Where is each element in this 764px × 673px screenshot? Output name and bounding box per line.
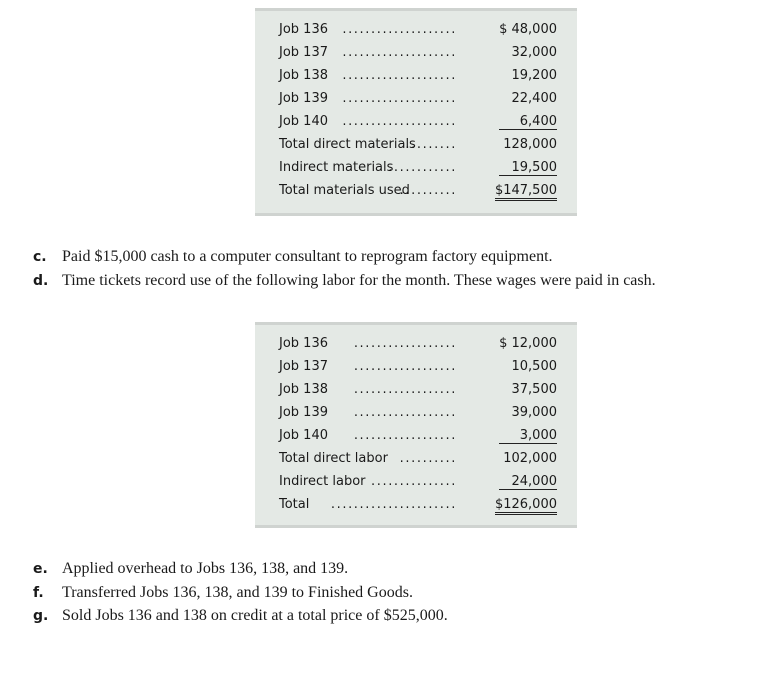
item-text: Paid $15,000 cash to a computer consultant to reprogram factory equipment.: [62, 248, 553, 265]
row-value: 6,400: [499, 114, 557, 130]
leader-dots: ..........: [399, 183, 457, 198]
row-label: Total direct materials: [279, 137, 416, 152]
item-f: [33, 584, 413, 602]
item-d: [33, 272, 656, 290]
item-e: [33, 560, 348, 578]
item-letter: e.: [33, 561, 48, 577]
leader-dots: .........: [405, 137, 457, 152]
row-value: 10,500: [511, 359, 557, 374]
leader-dots: ......................: [330, 497, 457, 512]
item-letter: c.: [33, 249, 47, 265]
table-row: [279, 158, 557, 180]
leader-dots: ....................: [342, 22, 457, 37]
table-row: [279, 334, 557, 356]
leader-dots: ....................: [342, 114, 457, 129]
table-row: [279, 135, 557, 157]
row-label: Indirect materials: [279, 160, 394, 175]
item-text: Transferred Jobs 136, 138, and 139 to Finished Goods.: [62, 584, 413, 601]
table-row: [279, 43, 557, 65]
table-row: [279, 357, 557, 379]
leader-dots: ....................: [342, 91, 457, 106]
row-label: Total: [279, 497, 310, 512]
item-text: Time tickets record use of the following labor for the month. These wages were paid in cash.: [62, 272, 656, 289]
leader-dots: ....................: [342, 45, 457, 60]
leader-dots: ..........: [399, 451, 457, 466]
table-row: [279, 495, 557, 517]
row-label: Job 140: [279, 114, 328, 129]
leader-dots: ..................: [353, 336, 457, 351]
row-label: Job 137: [279, 359, 328, 374]
row-label: Job 140: [279, 428, 328, 443]
leader-dots: ............: [388, 160, 457, 175]
leader-dots: ..................: [353, 428, 457, 443]
row-label: Total direct labor: [279, 451, 388, 466]
table-row: [279, 20, 557, 42]
row-value: $ 48,000: [499, 22, 557, 37]
row-value: 102,000: [503, 451, 557, 466]
item-letter: d.: [33, 273, 49, 289]
table-row: [279, 181, 557, 203]
row-value: 37,500: [511, 382, 557, 397]
row-value: 24,000: [499, 474, 557, 490]
item-c: [33, 248, 553, 266]
row-value: 39,000: [511, 405, 557, 420]
materials-table: [255, 8, 577, 216]
row-value: $126,000: [495, 497, 557, 515]
table-row: [279, 89, 557, 111]
row-value: 22,400: [511, 91, 557, 106]
leader-dots: ...............: [371, 474, 457, 489]
item-text: Sold Jobs 136 and 138 on credit at a total price of $525,000.: [62, 607, 448, 624]
table-row: [279, 380, 557, 402]
table-row: [279, 426, 557, 448]
labor-table: [255, 322, 577, 528]
leader-dots: ....................: [342, 68, 457, 83]
leader-dots: ..................: [353, 359, 457, 374]
row-value: $ 12,000: [499, 336, 557, 351]
row-label: Job 136: [279, 22, 328, 37]
item-letter: f.: [33, 585, 44, 601]
leader-dots: ..................: [353, 382, 457, 397]
row-label: Total materials used: [279, 183, 410, 198]
row-value: 128,000: [503, 137, 557, 152]
table-row: [279, 449, 557, 471]
table-row: [279, 112, 557, 134]
item-letter: g.: [33, 608, 49, 624]
row-label: Job 139: [279, 405, 328, 420]
leader-dots: ..................: [353, 405, 457, 420]
row-label: Job 137: [279, 45, 328, 60]
item-g: [33, 607, 448, 625]
table-row: [279, 472, 557, 494]
item-text: Applied overhead to Jobs 136, 138, and 139.: [62, 560, 349, 577]
row-value: 32,000: [511, 45, 557, 60]
row-label: Job 138: [279, 68, 328, 83]
row-label: Indirect labor: [279, 474, 366, 489]
row-value: 19,200: [511, 68, 557, 83]
row-value: 19,500: [499, 160, 557, 176]
table-row: [279, 403, 557, 425]
row-label: Job 136: [279, 336, 328, 351]
row-value: $147,500: [495, 183, 557, 201]
row-label: Job 139: [279, 91, 328, 106]
row-value: 3,000: [499, 428, 557, 444]
table-row: [279, 66, 557, 88]
row-label: Job 138: [279, 382, 328, 397]
